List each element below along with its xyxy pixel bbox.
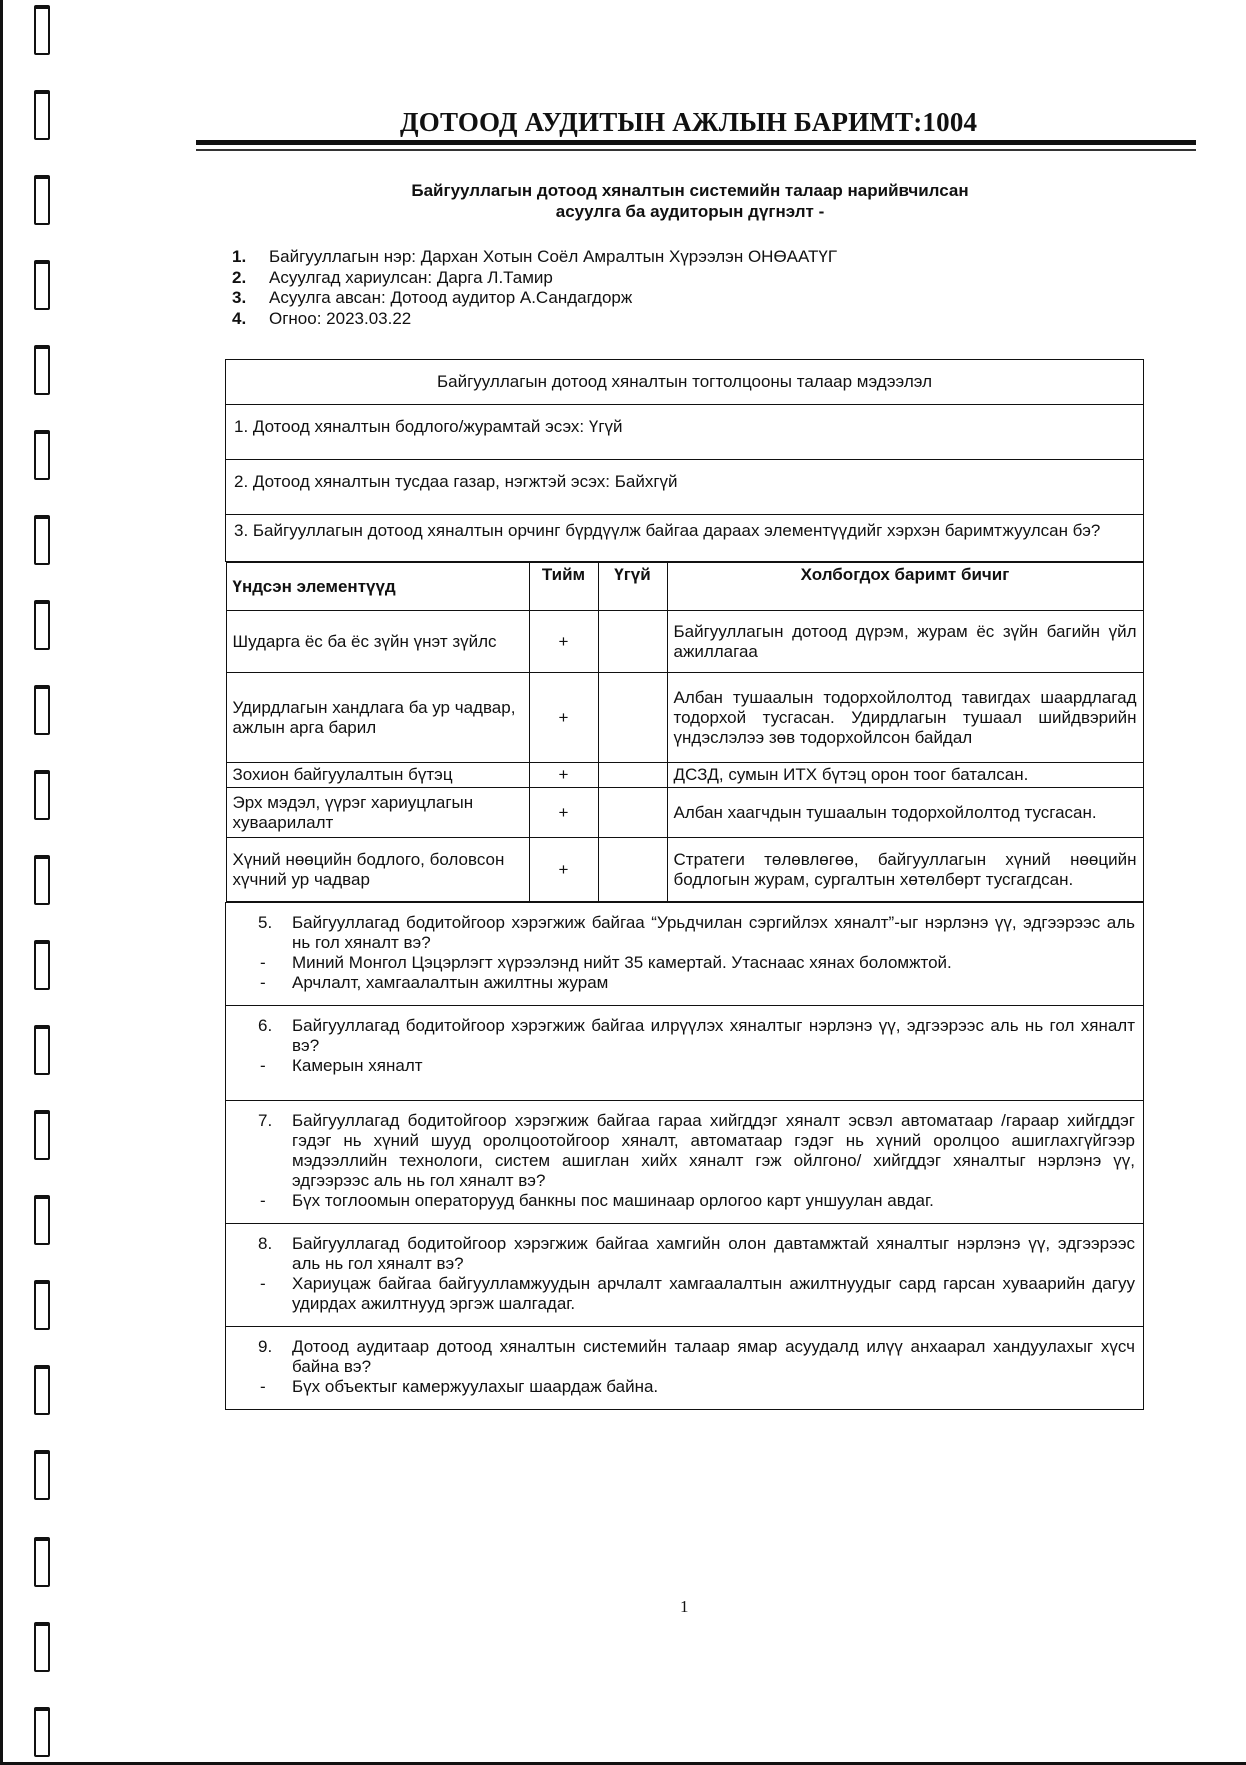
- bullet-dash: -: [260, 973, 266, 992]
- yes-mark: +: [529, 673, 598, 763]
- question-text: [258, 913, 1135, 953]
- element-name: Зохион байгуулалтын бүтэц: [226, 763, 529, 788]
- info-item: [232, 288, 837, 309]
- no-mark: [598, 763, 667, 788]
- page-number: 1: [680, 1597, 689, 1616]
- info-item: [232, 247, 837, 268]
- binding-hole-icon: [34, 1195, 50, 1245]
- answer-item: [258, 973, 1135, 993]
- question-block: [226, 1006, 1144, 1101]
- element-name: Шударга ёс ба ёс зүйн үнэт зүйлс: [226, 611, 529, 673]
- subtitle-line: Байгууллагын дотоод хяналтын системийн талаар нарийвчилсан: [411, 181, 969, 200]
- column-header-document: Холбогдох баримт бичиг: [667, 563, 1143, 611]
- binding-hole-icon: [34, 345, 50, 395]
- answer-item: [258, 1274, 1135, 1314]
- binding-hole-icon: [34, 685, 50, 735]
- element-name: Хүний нөөцийн бодлого, боловсон хүчний ур чадвар: [226, 838, 529, 902]
- question-label: Байгууллагад бодитойгоор хэрэгжиж байгаа “Урьдчилан сэргийлэх хяналт”-ыг нэрлэнэ үү, эдгээрээс аль нь гол хяналт вэ?: [292, 913, 1135, 952]
- bullet-dash: -: [260, 1056, 266, 1075]
- binding-hole-icon: [34, 5, 50, 55]
- column-header-yes: Тийм: [529, 563, 598, 611]
- document-title: ДОТООД АУДИТЫН АЖЛЫН БАРИМТ:1004: [400, 107, 978, 137]
- info-number: 1.: [232, 247, 247, 266]
- elements-table: [226, 562, 1144, 902]
- related-document: Стратеги төлөвлөгөө, байгууллагын хүний нөөцийн бодлогын журам, сургалтын хөтөлбөрт тусгагдсан.: [667, 838, 1143, 902]
- element-name: Эрх мэдэл, үүрэг хариуцлагын хуваарилалт: [226, 788, 529, 838]
- question-number: 6.: [258, 1016, 273, 1035]
- table-row: [226, 838, 1143, 902]
- question-block: [226, 903, 1144, 1006]
- elements-header-row: [226, 563, 1143, 611]
- bullet-dash: -: [260, 1274, 266, 1293]
- question-block: [226, 1101, 1144, 1224]
- related-document: ДСЗД, сумын ИТХ бүтэц орон тоог баталсан.: [667, 763, 1143, 788]
- question-text: [258, 1016, 1135, 1056]
- binding-hole-icon: [34, 940, 50, 990]
- binding-hole-icon: [34, 430, 50, 480]
- elements-container: [226, 562, 1144, 903]
- subtitle-line: асуулга ба аудиторын дүгнэлт -: [555, 202, 825, 221]
- no-mark: [598, 838, 667, 902]
- no-mark: [598, 611, 667, 673]
- column-header-no: Үгүй: [598, 563, 667, 611]
- bullet-dash: -: [260, 1191, 266, 1210]
- question-text: [258, 1234, 1135, 1274]
- bullet-dash: -: [260, 953, 266, 972]
- page-edge: [0, 0, 3, 1765]
- column-header-element: Үндсэн элементүүд: [226, 563, 529, 611]
- table-row: [226, 788, 1143, 838]
- internal-control-table: [225, 359, 1144, 1410]
- info-text: Асуулга авсан: Дотоод аудитор А.Сандагдорж: [269, 288, 633, 307]
- yes-mark: +: [529, 838, 598, 902]
- question-label: Байгууллагад бодитойгоор хэрэгжиж байгаа илрүүлэх хяналтыг нэрлэнэ үү, эдгээрээс аль нь гол хяналт вэ?: [292, 1016, 1135, 1055]
- binding-hole-icon: [34, 175, 50, 225]
- table-header: Байгууллагын дотоод хяналтын тогтолцооны талаар мэдээлэл: [226, 360, 1144, 405]
- answer-item: [258, 1056, 1135, 1076]
- answer-item: [258, 1191, 1135, 1211]
- answer-text: Бүх тоглоомын операторууд банкны пос машинаар орлогоо карт уншуулан авдаг.: [292, 1191, 934, 1210]
- answer-text: Камерын хяналт: [292, 1056, 423, 1075]
- yes-mark: +: [529, 788, 598, 838]
- binding-hole-icon: [34, 1450, 50, 1500]
- answer-text: Бүх объектыг камержуулахыг шаардаж байна.: [292, 1377, 659, 1396]
- question-number: 9.: [258, 1337, 273, 1356]
- binding-hole-icon: [34, 90, 50, 140]
- binding-hole-icon: [34, 1025, 50, 1075]
- binding-hole-icon: [34, 515, 50, 565]
- table-row: [226, 611, 1143, 673]
- question-2: 2. Дотоод хяналтын тусдаа газар, нэгжтэй эсэх: Байхгүй: [226, 460, 1144, 515]
- info-number: 3.: [232, 288, 247, 307]
- question-block: [226, 1327, 1144, 1410]
- info-text: Байгууллагын нэр: Дархан Хотын Соёл Амралтын Хүрээлэн ОНӨААТҮГ: [269, 247, 838, 266]
- yes-mark: +: [529, 763, 598, 788]
- question-text: [258, 1337, 1135, 1377]
- answer-item: [258, 953, 1135, 973]
- related-document: Албан хаагчдын тушаалын тодорхойлолтод тусгасан.: [667, 788, 1143, 838]
- table-row: [226, 673, 1143, 763]
- related-document: Албан тушаалын тодорхойлолтод тавигдах шаардлагад тодорхой тусгасан. Удирдлагын тушаал шийдвэрийн үндэслэлээ зөв тодорхойлсон байдал: [667, 673, 1143, 763]
- answer-item: [258, 1377, 1135, 1397]
- info-number: 2.: [232, 267, 247, 287]
- binding-hole-icon: [34, 1537, 50, 1587]
- answer-text: Миний Монгол Цэцэрлэгт хүрээлэнд нийт 35 камертай. Утаснаас хянах боломжтой.: [292, 953, 952, 972]
- title-rule: [196, 149, 1196, 151]
- binding-hole-icon: [34, 1622, 50, 1672]
- question-1: 1. Дотоод хяналтын бодлого/журамтай эсэх: Үгүй: [226, 405, 1144, 460]
- binding-hole-icon: [34, 600, 50, 650]
- binding-hole-icon: [34, 1280, 50, 1330]
- info-item: [232, 309, 837, 330]
- title-rule: [196, 140, 1196, 145]
- info-item: [232, 268, 837, 289]
- answer-text: Арчлалт, хамгаалалтын ажилтны журам: [292, 973, 609, 992]
- document-subtitle: [340, 180, 1040, 222]
- info-text: Асуулгад хариулсан: Дарга Л.Тамир: [269, 267, 553, 287]
- related-document: Байгууллагын дотоод дүрэм, журам ёс зүйн багийн үйл ажиллагаа: [667, 611, 1143, 673]
- question-number: 5.: [258, 913, 273, 932]
- info-number: 4.: [232, 308, 247, 328]
- question-text: [258, 1111, 1135, 1191]
- binding-hole-icon: [34, 855, 50, 905]
- question-label: Байгууллагад бодитойгоор хэрэгжиж байгаа хамгийн олон давтамжтай хяналтыг нэрлэнэ үү, эдгээрээс аль нь гол хяналт вэ?: [292, 1234, 1135, 1273]
- question-label: Байгууллагад бодитойгоор хэрэгжиж байгаа гараа хийгддэг хяналт эсвэл автоматаар /гараар хийгддэг гэдэг нь хүний шууд оролцоотойгоор хяналт, автоматаар гэдэг нь хүний оролцоо ашиглахгүйгээр мэдээллийн технологи, систем ашиглан хийх хяналт гэж ойлгоно/ хийгддэг хяналтыг нэрлэнэ үү, эдгээрээс аль нь гол хяналт вэ?: [292, 1111, 1135, 1190]
- table-row: [226, 763, 1143, 788]
- info-text: Огноо: 2023.03.22: [269, 308, 412, 328]
- bullet-dash: -: [260, 1377, 266, 1396]
- binding-hole-icon: [34, 770, 50, 820]
- question-number: 7.: [258, 1111, 273, 1130]
- binding-hole-icon: [34, 260, 50, 310]
- binding-hole-icon: [34, 1707, 50, 1757]
- question-block: [226, 1224, 1144, 1327]
- question-3: 3. Байгууллагын дотоод хяналтын орчинг бүрдүүлж байгаа дараах элементүүдийг хэрхэн баримтжуулсан бэ?: [226, 515, 1144, 562]
- binding-hole-icon: [34, 1365, 50, 1415]
- no-mark: [598, 788, 667, 838]
- answer-text: Хариуцаж байгаа байгуулламжуудын арчлалт хамгаалалтын ажилтнуудыг сард гарсан хуваарийн дагуу удирдах ажилтнууд эргэж шалгадаг.: [292, 1274, 1135, 1313]
- question-label: Дотоод аудитаар дотоод хяналтын системийн талаар ямар асуудалд илүү анхаарал хандуулахыг хүсч байна вэ?: [292, 1337, 1135, 1376]
- binding-hole-icon: [34, 1110, 50, 1160]
- question-number: 8.: [258, 1234, 273, 1253]
- info-list: [232, 247, 837, 329]
- element-name: Удирдлагын хандлага ба ур чадвар, ажлын арга барил: [226, 673, 529, 763]
- yes-mark: +: [529, 611, 598, 673]
- no-mark: [598, 673, 667, 763]
